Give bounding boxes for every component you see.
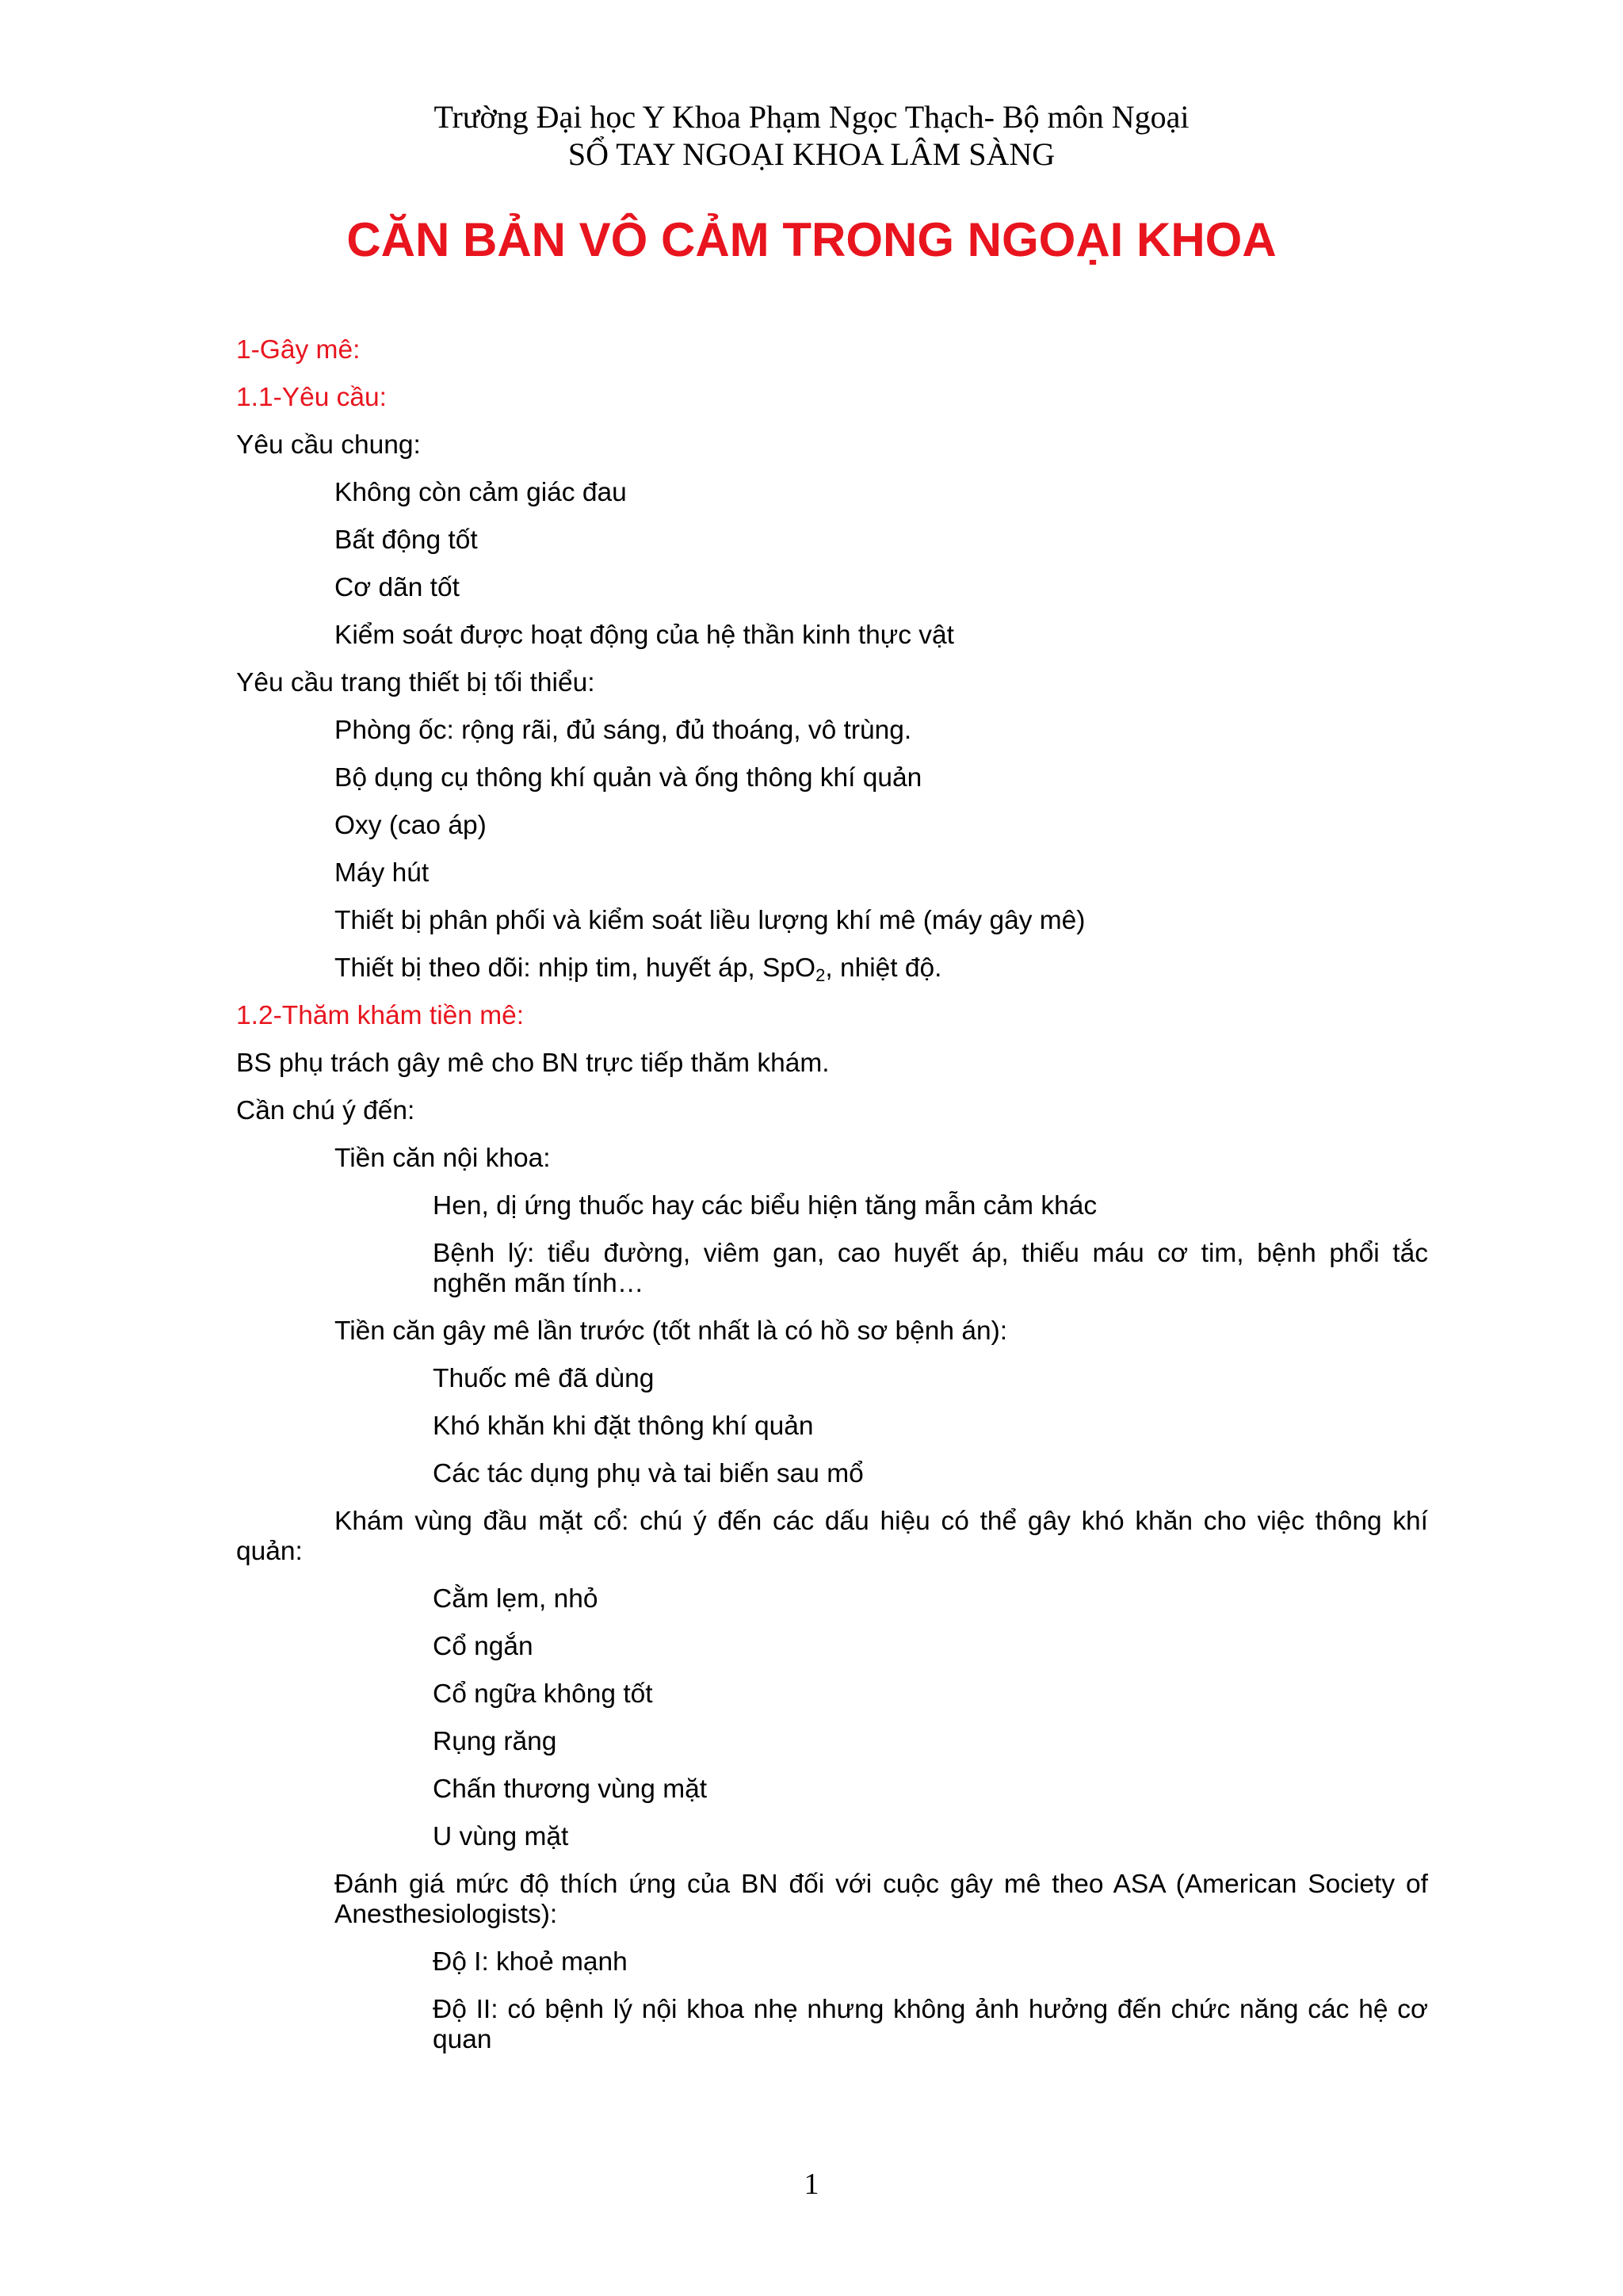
list-item: Không còn cảm giác đau bbox=[334, 478, 627, 507]
head-neck-exam-line: Khám vùng đầu mặt cổ: chú ý đến các dấu hiệu có thể gây khó khăn cho việc thông khí bbox=[334, 1507, 1428, 1536]
list-item: Các tác dụng phụ và tai biến sau mổ bbox=[433, 1459, 864, 1488]
list-item: Cổ ngắn bbox=[433, 1632, 533, 1661]
list-item: Cổ ngữa không tốt bbox=[433, 1679, 653, 1709]
list-item-line: nghẽn mãn tính… bbox=[433, 1269, 644, 1298]
monitor-text-prefix: Thiết bị theo dõi: nhịp tim, huyết áp, SpO bbox=[334, 953, 816, 983]
section-heading-anesthesia: 1-Gây mê: bbox=[236, 335, 361, 365]
list-item: Phòng ốc: rộng rãi, đủ sáng, đủ thoáng, vô trùng. bbox=[334, 716, 912, 745]
medical-history-label: Tiền căn nội khoa: bbox=[334, 1144, 551, 1173]
list-item: Bất động tốt bbox=[334, 525, 478, 555]
asa-grade-1: Độ I: khoẻ mạnh bbox=[433, 1947, 628, 1977]
anesthesia-history-label: Tiền căn gây mê lần trước (tốt nhất là có hồ sơ bệnh án): bbox=[334, 1316, 1008, 1346]
monitoring-equipment-item bbox=[334, 953, 941, 984]
list-item: U vùng mặt bbox=[433, 1822, 569, 1851]
list-item: Cơ dãn tốt bbox=[334, 573, 460, 602]
list-item: Hen, dị ứng thuốc hay các biểu hiện tăng mẫn cảm khác bbox=[433, 1191, 1098, 1221]
list-item: Rụng răng bbox=[433, 1727, 557, 1756]
subsection-heading-requirements: 1.1-Yêu cầu: bbox=[236, 383, 387, 412]
list-item: Bộ dụng cụ thông khí quản và ống thông khí quản bbox=[334, 763, 922, 793]
asa-grade-2-line: Độ II: có bệnh lý nội khoa nhẹ nhưng không ảnh hưởng đến chức năng các hệ cơ bbox=[433, 1995, 1428, 2024]
list-item: Oxy (cao áp) bbox=[334, 811, 487, 840]
list-item-line: Bệnh lý: tiểu đường, viêm gan, cao huyết áp, thiếu máu cơ tim, bệnh phổi tắc bbox=[433, 1239, 1428, 1268]
asa-grade-2-line: quan bbox=[433, 2025, 492, 2054]
list-item: Máy hút bbox=[334, 858, 430, 888]
page-title: CĂN BẢN VÔ CẢM TRONG NGOẠI KHOA bbox=[346, 213, 1277, 266]
list-item: Thuốc mê đã dùng bbox=[433, 1364, 655, 1393]
monitor-text-suffix: , nhiệt độ. bbox=[825, 953, 942, 983]
list-item: Khó khăn khi đặt thông khí quản bbox=[433, 1412, 814, 1441]
asa-assessment-line: Anesthesiologists): bbox=[334, 1900, 558, 1929]
header-book-title: SỔ TAY NGOẠI KHOA LÂM SÀNG bbox=[567, 136, 1056, 172]
head-neck-exam-line: quản: bbox=[236, 1537, 303, 1566]
general-requirements-label: Yêu cầu chung: bbox=[236, 430, 421, 460]
list-item: Thiết bị phân phối và kiểm soát liều lượng khí mê (máy gây mê) bbox=[334, 906, 1086, 935]
attention-label: Cần chú ý đến: bbox=[236, 1096, 415, 1125]
exam-intro: BS phụ trách gây mê cho BN trực tiếp thăm khám. bbox=[236, 1049, 830, 1078]
header-institution: Trường Đại học Y Khoa Phạm Ngọc Thạch- Bộ môn Ngoại bbox=[433, 99, 1190, 135]
list-item: Kiểm soát được hoạt động của hệ thần kinh thực vật bbox=[334, 621, 954, 650]
subscript-2: 2 bbox=[815, 965, 826, 985]
subsection-heading-preanesthesia-exam: 1.2-Thăm khám tiền mê: bbox=[236, 1001, 525, 1030]
page-number: 1 bbox=[804, 2168, 819, 2201]
equipment-requirements-label: Yêu cầu trang thiết bị tối thiểu: bbox=[236, 668, 595, 697]
list-item: Chấn thương vùng mặt bbox=[433, 1775, 708, 1804]
list-item: Cằm lẹm, nhỏ bbox=[433, 1584, 598, 1614]
asa-assessment-line: Đánh giá mức độ thích ứng của BN đối với cuộc gây mê theo ASA (American Society of bbox=[334, 1870, 1428, 1899]
